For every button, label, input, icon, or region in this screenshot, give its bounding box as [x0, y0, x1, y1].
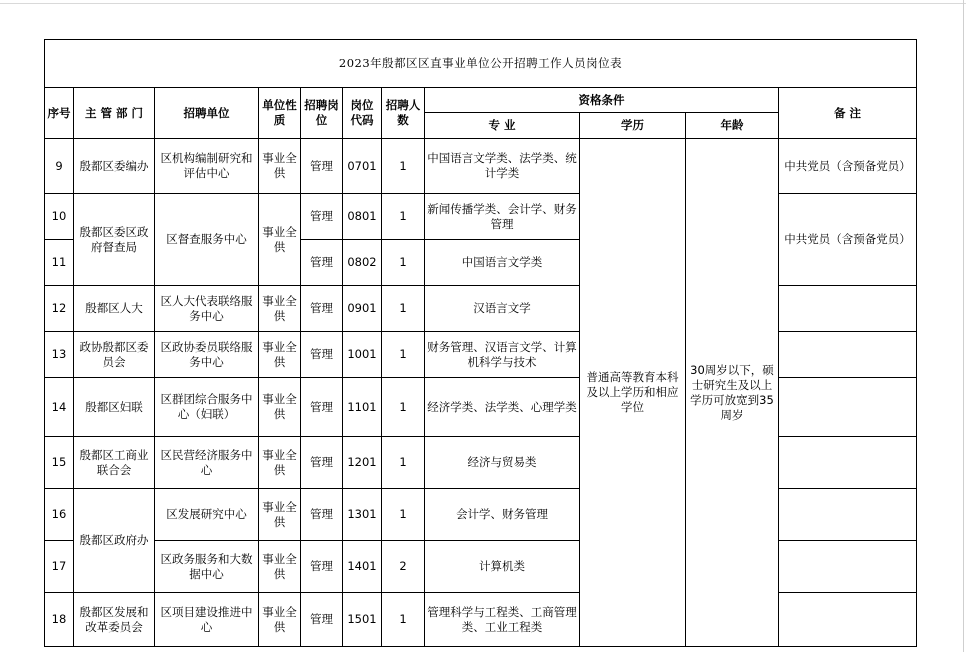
table-row — [45, 593, 917, 647]
cell-unit: 区发展研究中心 — [155, 489, 259, 541]
cell-post: 管理 — [301, 489, 343, 541]
header-row-1 — [45, 88, 917, 113]
cell-unit: 区政务服务和大数据中心 — [155, 541, 259, 593]
cell-post: 管理 — [301, 332, 343, 378]
cell-count: 1 — [382, 378, 425, 437]
cell-nature: 事业全供 — [259, 437, 301, 489]
cell-nature: 事业全供 — [259, 194, 301, 286]
cell-major: 汉语言文学 — [425, 286, 580, 332]
cell-major: 计算机类 — [425, 541, 580, 593]
cell-remark — [779, 332, 917, 378]
cell-count: 1 — [382, 139, 425, 194]
cell-code: 0801 — [343, 194, 382, 240]
cell-nature: 事业全供 — [259, 541, 301, 593]
cell-dept: 殷都区委编办 — [74, 139, 155, 194]
cell-remark — [779, 489, 917, 541]
header-nature: 单位性质 — [259, 88, 301, 139]
cell-unit: 区督查服务中心 — [155, 194, 259, 286]
cell-unit: 区群团综合服务中心（妇联） — [155, 378, 259, 437]
cell-post: 管理 — [301, 286, 343, 332]
cell-education-shared: 普通高等教育本科及以上学历和相应学位 — [580, 139, 686, 647]
cell-nature: 事业全供 — [259, 139, 301, 194]
cell-code: 0901 — [343, 286, 382, 332]
cell-major: 财务管理、汉语言文学、计算机科学与技术 — [425, 332, 580, 378]
cell-code: 1401 — [343, 541, 382, 593]
cell-seq: 16 — [45, 489, 74, 541]
cell-nature: 事业全供 — [259, 378, 301, 437]
cell-major: 新闻传播学类、会计学、财务管理 — [425, 194, 580, 240]
cell-seq: 12 — [45, 286, 74, 332]
cell-post: 管理 — [301, 541, 343, 593]
cell-count: 1 — [382, 489, 425, 541]
cell-unit: 区人大代表联络服务中心 — [155, 286, 259, 332]
title-row — [45, 40, 917, 88]
cell-unit: 区项目建设推进中心 — [155, 593, 259, 647]
cell-dept: 殷都区工商业联合会 — [74, 437, 155, 489]
cell-major: 管理科学与工程类、工商管理类、工业工程类 — [425, 593, 580, 647]
cell-major: 经济与贸易类 — [425, 437, 580, 489]
table-row — [45, 437, 917, 489]
cell-major: 中国语言文学类、法学类、统计学类 — [425, 139, 580, 194]
cell-code: 0701 — [343, 139, 382, 194]
cell-post: 管理 — [301, 240, 343, 286]
cell-dept: 殷都区妇联 — [74, 378, 155, 437]
cell-count: 1 — [382, 437, 425, 489]
header-education: 学历 — [580, 113, 686, 139]
cell-seq: 18 — [45, 593, 74, 647]
cell-major: 会计学、财务管理 — [425, 489, 580, 541]
cell-seq: 9 — [45, 139, 74, 194]
cell-post: 管理 — [301, 139, 343, 194]
page-title: 2023年殷都区区直事业单位公开招聘工作人员岗位表 — [45, 40, 917, 88]
cell-dept: 殷都区委区政府督查局 — [74, 194, 155, 286]
header-post: 招聘岗位 — [301, 88, 343, 139]
cell-count: 1 — [382, 332, 425, 378]
cell-remark — [779, 378, 917, 437]
cell-dept: 殷都区人大 — [74, 286, 155, 332]
cell-unit: 区政协委员联络服务中心 — [155, 332, 259, 378]
cell-seq: 10 — [45, 194, 74, 240]
cell-code: 1501 — [343, 593, 382, 647]
cell-seq: 11 — [45, 240, 74, 286]
cell-code: 1201 — [343, 437, 382, 489]
cell-seq: 13 — [45, 332, 74, 378]
cell-count: 1 — [382, 240, 425, 286]
cell-count: 1 — [382, 593, 425, 647]
cell-dept: 殷都区政府办 — [74, 489, 155, 593]
cell-remark — [779, 541, 917, 593]
cell-unit: 区民营经济服务中心 — [155, 437, 259, 489]
header-code: 岗位代码 — [343, 88, 382, 139]
cell-count: 2 — [382, 541, 425, 593]
cell-count: 1 — [382, 286, 425, 332]
cell-remark: 中共党员（含预备党员） — [779, 194, 917, 286]
table-row — [45, 332, 917, 378]
cell-remark — [779, 593, 917, 647]
cell-age-shared: 30周岁以下，硕士研究生及以上学历可放宽到35周岁 — [686, 139, 779, 647]
table-row — [45, 139, 917, 194]
cell-code: 1101 — [343, 378, 382, 437]
table-row — [45, 378, 917, 437]
cell-dept: 殷都区发展和改革委员会 — [74, 593, 155, 647]
header-qualification: 资格条件 — [425, 88, 779, 113]
header-unit: 招聘单位 — [155, 88, 259, 139]
cell-count: 1 — [382, 194, 425, 240]
window-top-border — [0, 3, 966, 4]
cell-remark — [779, 286, 917, 332]
cell-post: 管理 — [301, 437, 343, 489]
cell-post: 管理 — [301, 593, 343, 647]
cell-seq: 15 — [45, 437, 74, 489]
cell-nature: 事业全供 — [259, 489, 301, 541]
cell-code: 1001 — [343, 332, 382, 378]
header-remark: 备 注 — [779, 88, 917, 139]
cell-seq: 17 — [45, 541, 74, 593]
cell-major: 中国语言文学类 — [425, 240, 580, 286]
cell-remark: 中共党员（含预备党员） — [779, 139, 917, 194]
table-row — [45, 541, 917, 593]
cell-post: 管理 — [301, 194, 343, 240]
cell-nature: 事业全供 — [259, 286, 301, 332]
header-dept: 主 管 部 门 — [74, 88, 155, 139]
cell-unit: 区机构编制研究和评估中心 — [155, 139, 259, 194]
header-age: 年龄 — [686, 113, 779, 139]
cell-major: 经济学类、法学类、心理学类 — [425, 378, 580, 437]
window-right-border — [963, 0, 964, 652]
cell-seq: 14 — [45, 378, 74, 437]
cell-remark — [779, 437, 917, 489]
cell-code: 1301 — [343, 489, 382, 541]
header-seq: 序号 — [45, 88, 74, 139]
cell-code: 0802 — [343, 240, 382, 286]
cell-nature: 事业全供 — [259, 332, 301, 378]
cell-nature: 事业全供 — [259, 593, 301, 647]
cell-post: 管理 — [301, 378, 343, 437]
table-row — [45, 286, 917, 332]
table-row — [45, 194, 917, 240]
header-major: 专 业 — [425, 113, 580, 139]
table-row — [45, 489, 917, 541]
header-count: 招聘人数 — [382, 88, 425, 139]
cell-dept: 政协殷都区委员会 — [74, 332, 155, 378]
recruitment-table — [44, 39, 917, 647]
